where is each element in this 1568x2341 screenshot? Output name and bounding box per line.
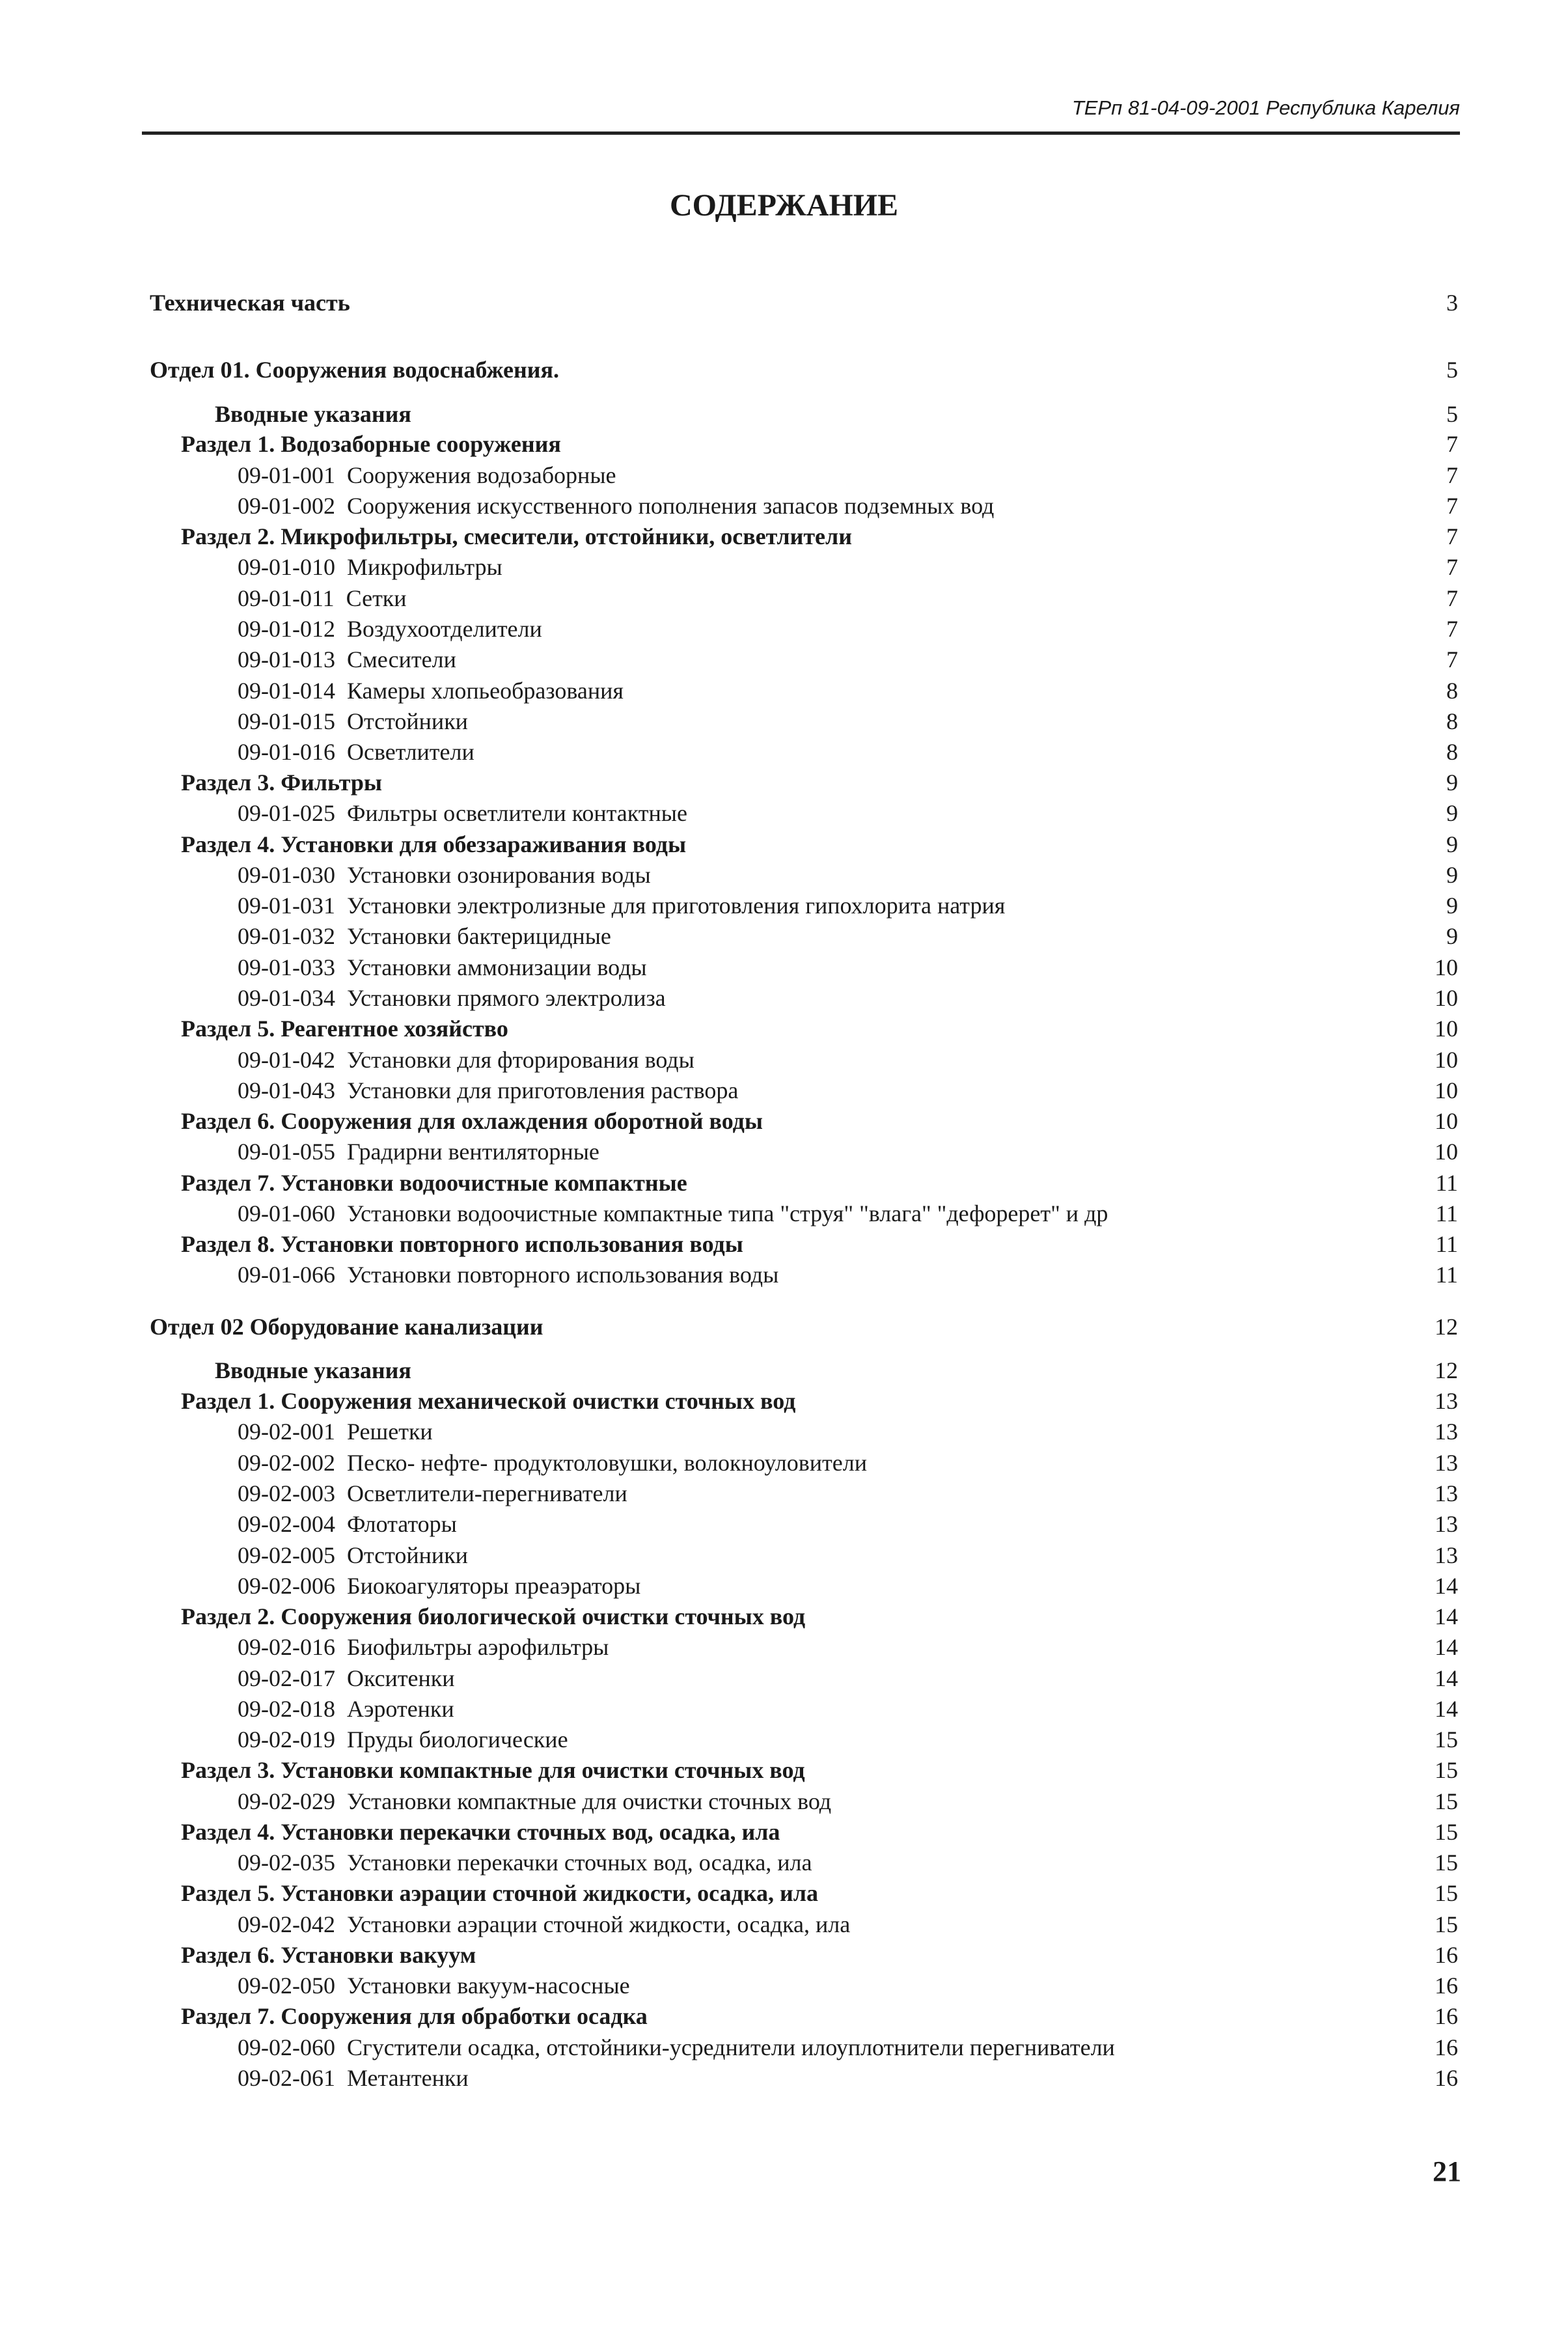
- toc-entry-title: Сгустители осадка, отстойники-усреднители илоуплотнители перегниватели: [346, 2034, 1115, 2060]
- toc-entry-label: [238, 798, 687, 828]
- toc-entry: [0, 1694, 1568, 1724]
- toc-entry: [0, 1571, 1568, 1601]
- toc-entry-title: Раздел 8. Установки повторного использования воды: [181, 1231, 743, 1257]
- toc-entry-page: 7: [1446, 523, 1458, 549]
- toc-entry-code: 09-02-003: [238, 1480, 335, 1506]
- toc-entry: [0, 1198, 1568, 1228]
- toc-entry-page: 5: [1446, 401, 1458, 427]
- toc-entry-code: 09-01-025: [238, 800, 335, 826]
- toc-entry-title: Раздел 5. Реагентное хозяйство: [181, 1016, 508, 1042]
- toc-entry-label: [238, 1786, 831, 1816]
- toc-entry: [0, 1540, 1568, 1570]
- toc-entry-code: 09-01-043: [238, 1077, 335, 1103]
- toc-entry-code: 09-01-032: [238, 923, 335, 949]
- toc-entry: [0, 1509, 1568, 1539]
- toc-entry-code: 09-01-013: [238, 646, 335, 672]
- toc-entry-label: [215, 399, 411, 429]
- toc-entry-label: [181, 521, 852, 551]
- toc-entry-title: Биофильтры аэрофильтры: [346, 1634, 609, 1660]
- toc-entry: [0, 1075, 1568, 1105]
- toc-entry-code: 09-02-006: [238, 1573, 335, 1599]
- toc-entry-title: Установки для фторирования воды: [346, 1047, 695, 1073]
- toc-entry: [0, 1137, 1568, 1167]
- toc-entry-page: 15: [1435, 1819, 1458, 1845]
- toc-entry-label: [238, 952, 647, 982]
- toc-entry-label: [181, 1229, 743, 1259]
- toc-entry-label: [181, 1601, 805, 1631]
- toc-entry-page: 13: [1435, 1419, 1458, 1445]
- toc-entry-label: [150, 355, 559, 385]
- toc-entry-title: Биокоагуляторы преаэраторы: [346, 1573, 641, 1599]
- toc-entry-code: 09-01-015: [238, 708, 335, 734]
- toc-entry-code: 09-02-019: [238, 1726, 335, 1752]
- toc-entry-page: 15: [1435, 1757, 1458, 1783]
- page-number: 21: [1433, 2155, 1461, 2187]
- toc-entry-label: [238, 1260, 778, 1290]
- toc-entry-title: Вводные указания: [215, 1357, 411, 1383]
- toc-entry: [0, 460, 1568, 490]
- toc-entry-label: [238, 1632, 609, 1662]
- toc-entry-page: 10: [1435, 954, 1458, 980]
- toc-entry: [0, 1478, 1568, 1508]
- toc-entry-label: [215, 1355, 411, 1385]
- toc-entry-title: Техническая часть: [150, 290, 350, 316]
- toc-entry-title: Раздел 5. Установки аэрации сточной жидкости, осадка, ила: [181, 1880, 818, 1906]
- toc-entry-title: Отдел 02 Оборудование канализации: [150, 1314, 543, 1340]
- toc-entry-label: [238, 2063, 469, 2093]
- toc-entry: [0, 491, 1568, 521]
- toc-entry-code: 09-01-001: [238, 462, 335, 488]
- toc-entry-code: 09-02-004: [238, 1511, 335, 1537]
- toc-entry-label: [238, 460, 616, 490]
- toc-entry-code: 09-01-002: [238, 493, 335, 519]
- toc-entry-page: 14: [1435, 1573, 1458, 1599]
- toc-entry-page: 9: [1446, 769, 1458, 796]
- toc-entry: [0, 583, 1568, 613]
- toc-entry-label: [181, 1168, 687, 1198]
- toc-entry-label: [238, 1909, 850, 1939]
- toc-entry-page: 13: [1435, 1388, 1458, 1414]
- toc-entry: [0, 614, 1568, 644]
- toc-entry-code: 09-02-005: [238, 1542, 335, 1568]
- toc-entry-page: 11: [1435, 1262, 1458, 1288]
- toc-entry-label: [238, 1540, 468, 1570]
- toc-entry-page: 10: [1435, 985, 1458, 1011]
- toc-entry: [0, 2063, 1568, 2093]
- toc-entry-title: Установки водоочистные компактные типа "струя" "влага" "дефоререт" и др: [346, 1200, 1108, 1226]
- toc-entry-label: [238, 2032, 1115, 2062]
- toc-entry-title: Сооружения водозаборные: [346, 462, 616, 488]
- toc-entry-code: 09-02-035: [238, 1849, 335, 1876]
- toc-entry-page: 15: [1435, 1880, 1458, 1906]
- toc-entry-title: Раздел 6. Установки вакуум: [181, 1942, 476, 1968]
- toc-entry-page: 10: [1435, 1047, 1458, 1073]
- toc-entry-label: [238, 1417, 433, 1447]
- toc-entry-code: 09-02-002: [238, 1450, 335, 1476]
- toc-entry-page: 13: [1435, 1450, 1458, 1476]
- running-header: [142, 92, 1460, 135]
- toc-entry-label: [238, 583, 407, 613]
- toc-entry-title: Установки прямого электролиза: [346, 985, 666, 1011]
- toc-entry-page: 13: [1435, 1480, 1458, 1506]
- toc-entry-code: 09-01-030: [238, 862, 335, 888]
- toc-entry-label: [238, 1509, 457, 1539]
- toc-entry: [0, 860, 1568, 890]
- toc-entry-title: Вводные указания: [215, 401, 411, 427]
- toc-entry-page: 10: [1435, 1016, 1458, 1042]
- toc-entry-page: 14: [1435, 1603, 1458, 1629]
- toc-entry-page: 9: [1446, 893, 1458, 919]
- toc-entry-label: [238, 676, 624, 706]
- toc-entry-title: Смесители: [346, 646, 456, 672]
- toc-entry-page: 7: [1446, 462, 1458, 488]
- toc-entry-code: 09-01-033: [238, 954, 335, 980]
- toc-entry-code: 09-01-060: [238, 1200, 335, 1226]
- toc-entry-page: 7: [1446, 616, 1458, 642]
- toc-entry-label: [238, 860, 651, 890]
- toc-entry-page: 7: [1446, 431, 1458, 457]
- toc-entry-label: [181, 1386, 795, 1416]
- toc-entry-label: [238, 1478, 627, 1508]
- toc-entry: [0, 429, 1568, 459]
- toc-entry-label: [181, 1878, 818, 1908]
- toc-entry-page: 9: [1446, 831, 1458, 857]
- toc-entry-label: [238, 1045, 695, 1075]
- toc-entry-page: 8: [1446, 739, 1458, 765]
- toc-entry-title: Микрофильтры: [346, 554, 502, 580]
- toc-entry: [0, 952, 1568, 982]
- toc-entry-label: [238, 1075, 738, 1105]
- toc-entry-label: [181, 1817, 780, 1847]
- toc-entry-code: 09-01-010: [238, 554, 335, 580]
- toc-entry: [0, 1817, 1568, 1847]
- toc-entry-code: 09-02-016: [238, 1634, 335, 1660]
- toc-entry: [0, 1940, 1568, 1970]
- toc-entry: [0, 1971, 1568, 2001]
- toc-entry-title: Отдел 01. Сооружения водоснабжения.: [150, 357, 559, 383]
- toc-entry-code: 09-01-012: [238, 616, 335, 642]
- toc-entry-label: [181, 768, 382, 797]
- toc-entry-label: [181, 429, 561, 459]
- toc-entry-label: [238, 737, 475, 767]
- toc-entry: [0, 737, 1568, 767]
- toc-entry: [0, 891, 1568, 921]
- toc-entry-label: [238, 1971, 630, 2001]
- toc-entry: [0, 1355, 1568, 1385]
- toc-entry: [0, 288, 1568, 318]
- toc-entry-title: Камеры хлопьеобразования: [346, 678, 624, 704]
- toc-entry-page: 14: [1435, 1634, 1458, 1660]
- toc-entry-label: [238, 644, 456, 674]
- toc-entry: [0, 706, 1568, 736]
- toc-entry: [0, 829, 1568, 859]
- toc-entry-page: 11: [1435, 1231, 1458, 1257]
- toc-entry: [0, 1909, 1568, 1939]
- toc-entry-page: 16: [1435, 2065, 1458, 2091]
- toc-entry: [0, 1663, 1568, 1693]
- toc-entry-page: 12: [1435, 1314, 1458, 1340]
- toc-entry: [0, 676, 1568, 706]
- toc-entry-page: 16: [1435, 2034, 1458, 2060]
- toc-entry-label: [238, 491, 994, 521]
- toc-entry-title: Аэротенки: [346, 1696, 454, 1722]
- toc-entry: [0, 1632, 1568, 1662]
- toc-entry: [0, 355, 1568, 385]
- toc-entry-label: [150, 1312, 543, 1342]
- toc-entry: [0, 983, 1568, 1013]
- toc-entry-title: Метантенки: [346, 2065, 469, 2091]
- toc-entry-label: [238, 921, 611, 951]
- toc-entry-code: 09-01-011: [238, 585, 335, 611]
- toc-entry-title: Установки вакуум-насосные: [346, 1973, 630, 1999]
- toc-entry-page: 16: [1435, 2003, 1458, 2029]
- toc-entry-title: Пруды биологические: [346, 1726, 568, 1752]
- toc-entry-page: 14: [1435, 1696, 1458, 1722]
- toc-entry-title: Песко- нефте- продуктоловушки, волокноуловители: [346, 1450, 867, 1476]
- page-title: СОДЕРЖАНИЕ: [669, 188, 899, 223]
- toc-entry-page: 15: [1435, 1911, 1458, 1937]
- toc-entry: [0, 1755, 1568, 1785]
- toc-entry-code: 09-02-001: [238, 1419, 335, 1445]
- toc-entry-title: Сетки: [346, 585, 407, 611]
- toc-entry-title: Окситенки: [346, 1665, 455, 1691]
- toc-entry-code: 09-01-042: [238, 1047, 335, 1073]
- toc-entry-label: [238, 1663, 455, 1693]
- toc-entry: [0, 2032, 1568, 2062]
- toc-entry-code: 09-02-042: [238, 1911, 335, 1937]
- toc-entry-title: Раздел 6. Сооружения для охлаждения оборотной воды: [181, 1108, 763, 1134]
- toc-entry-label: [238, 552, 502, 582]
- toc-entry-label: [150, 288, 350, 318]
- toc-entry-label: [238, 614, 542, 644]
- toc-entry-title: Раздел 7. Установки водоочистные компактные: [181, 1170, 687, 1196]
- toc-entry-title: Раздел 1. Сооружения механической очистки сточных вод: [181, 1388, 796, 1414]
- toc-entry-page: 12: [1435, 1357, 1458, 1383]
- toc-entry-code: 09-01-016: [238, 739, 335, 765]
- toc-entry-label: [238, 1448, 867, 1478]
- toc-entry-page: 13: [1435, 1511, 1458, 1537]
- toc-entry-page: 16: [1435, 1942, 1458, 1968]
- toc-entry-title: Установки аммонизации воды: [346, 954, 647, 980]
- toc-entry-page: 14: [1435, 1665, 1458, 1691]
- toc-entry-title: Раздел 2. Микрофильтры, смесители, отстойники, осветлители: [181, 523, 852, 549]
- toc-entry-page: 7: [1446, 646, 1458, 672]
- toc-entry: [0, 1260, 1568, 1290]
- toc-entry-page: 9: [1446, 862, 1458, 888]
- toc-entry-title: Флотаторы: [346, 1511, 457, 1537]
- toc-entry: [0, 1229, 1568, 1259]
- toc-entry-page: 10: [1435, 1077, 1458, 1103]
- toc-entry-label: [238, 1571, 640, 1601]
- toc-entry: [0, 1106, 1568, 1136]
- toc-entry-label: [238, 983, 666, 1013]
- toc-entry: [0, 2001, 1568, 2031]
- toc-entry-title: Установки озонирования воды: [346, 862, 651, 888]
- toc-entry-title: Раздел 1. Водозаборные сооружения: [181, 431, 561, 457]
- toc-entry-title: Градирни вентиляторные: [346, 1139, 599, 1165]
- toc-entry-label: [238, 1137, 599, 1167]
- toc-entry-page: 16: [1435, 1973, 1458, 1999]
- toc-entry: [0, 1014, 1568, 1044]
- toc-entry: [0, 1045, 1568, 1075]
- toc-entry-page: 5: [1446, 357, 1458, 383]
- toc-entry-page: 7: [1446, 585, 1458, 611]
- toc-entry-code: 09-01-014: [238, 678, 335, 704]
- toc-entry-title: Решетки: [346, 1419, 433, 1445]
- toc-entry-title: Осветлители: [346, 739, 475, 765]
- toc-entry-title: Раздел 3. Фильтры: [181, 769, 382, 796]
- toc-entry: [0, 921, 1568, 951]
- toc-entry: [0, 798, 1568, 828]
- toc-entry-title: Фильтры осветлители контактные: [346, 800, 687, 826]
- toc-entry-title: Установки для приготовления раствора: [346, 1077, 739, 1103]
- toc-entry-page: 7: [1446, 493, 1458, 519]
- toc-entry-title: Раздел 3. Установки компактные для очистки сточных вод: [181, 1757, 805, 1783]
- toc-entry: [0, 1725, 1568, 1754]
- toc-entry-label: [238, 1198, 1108, 1228]
- toc-entry-page: 7: [1446, 554, 1458, 580]
- toc-entry-title: Отстойники: [346, 708, 468, 734]
- toc-entry-label: [238, 1725, 568, 1754]
- toc-entry: [0, 399, 1568, 429]
- toc-entry-page: 10: [1435, 1108, 1458, 1134]
- toc-entry-page: 11: [1435, 1200, 1458, 1226]
- toc-entry-label: [181, 1014, 508, 1044]
- toc-entry-label: [238, 1848, 812, 1877]
- toc-entry-code: 09-02-060: [238, 2034, 335, 2060]
- toc-entry-label: [181, 1755, 805, 1785]
- toc-entry: [0, 768, 1568, 797]
- toc-entry: [0, 552, 1568, 582]
- toc-entry: [0, 1312, 1568, 1342]
- toc-entry-page: 8: [1446, 678, 1458, 704]
- toc-entry-code: 09-01-066: [238, 1262, 335, 1288]
- toc-entry-title: Раздел 4. Установки перекачки сточных вод, осадка, ила: [181, 1819, 780, 1845]
- toc-entry-title: Установки аэрации сточной жидкости, осадка, ила: [346, 1911, 851, 1937]
- toc-entry-page: 15: [1435, 1726, 1458, 1752]
- toc-entry-label: [238, 1694, 454, 1724]
- toc-entry-title: Раздел 7. Сооружения для обработки осадка: [181, 2003, 648, 2029]
- toc-entry-code: 09-01-055: [238, 1139, 335, 1165]
- toc-entry-label: [181, 829, 686, 859]
- toc-entry-page: 8: [1446, 708, 1458, 734]
- toc-entry-title: Раздел 2. Сооружения биологической очистки сточных вод: [181, 1603, 806, 1629]
- toc-entry-page: 9: [1446, 800, 1458, 826]
- toc-entry: [0, 1878, 1568, 1908]
- toc-entry-label: [181, 2001, 648, 2031]
- toc-entry: [0, 1448, 1568, 1478]
- toc-entry: [0, 1417, 1568, 1447]
- toc-entry-label: [238, 891, 1005, 921]
- toc-entry: [0, 1601, 1568, 1631]
- toc-entry-page: 15: [1435, 1849, 1458, 1876]
- toc-entry-page: 15: [1435, 1788, 1458, 1814]
- toc-entry-code: 09-02-050: [238, 1973, 335, 1999]
- toc-entry-code: 09-02-017: [238, 1665, 335, 1691]
- toc-entry-title: Установки повторного использования воды: [346, 1262, 779, 1288]
- toc-entry-page: 9: [1446, 923, 1458, 949]
- toc-entry-title: Осветлители-перегниватели: [346, 1480, 627, 1506]
- toc-entry-title: Установки перекачки сточных вод, осадка, ила: [346, 1849, 812, 1876]
- toc-entry: [0, 521, 1568, 551]
- toc-entry-label: [181, 1940, 476, 1970]
- toc-entry-title: Воздухоотделители: [346, 616, 542, 642]
- toc-entry-label: [238, 706, 468, 736]
- toc-entry-title: Раздел 4. Установки для обеззараживания воды: [181, 831, 687, 857]
- toc-entry-title: Установки бактерицидные: [346, 923, 611, 949]
- toc-entry-title: Отстойники: [346, 1542, 468, 1568]
- toc-entry-title: Установки электролизные для приготовления гипохлорита натрия: [346, 893, 1006, 919]
- toc-entry-page: 13: [1435, 1542, 1458, 1568]
- toc-entry-code: 09-02-061: [238, 2065, 335, 2091]
- toc-entry-title: Установки компактные для очистки сточных вод: [346, 1788, 832, 1814]
- toc-entry-code: 09-01-031: [238, 893, 335, 919]
- toc-entry-page: 11: [1435, 1170, 1458, 1196]
- toc-entry: [0, 644, 1568, 674]
- toc-entry: [0, 1168, 1568, 1198]
- toc-entry: [0, 1848, 1568, 1877]
- toc-entry: [0, 1386, 1568, 1416]
- toc-entry-code: 09-02-029: [238, 1788, 335, 1814]
- toc-entry-label: [181, 1106, 763, 1136]
- toc-entry-page: 3: [1446, 290, 1458, 316]
- toc-entry: [0, 1786, 1568, 1816]
- toc-entry-code: 09-01-034: [238, 985, 335, 1011]
- toc-entry-page: 10: [1435, 1139, 1458, 1165]
- header-text: ТЕРп 81-04-09-2001 Республика Карелия: [1071, 96, 1460, 119]
- toc-entry-code: 09-02-018: [238, 1696, 335, 1722]
- toc-entry-title: Сооружения искусственного пополнения запасов подземных вод: [346, 493, 995, 519]
